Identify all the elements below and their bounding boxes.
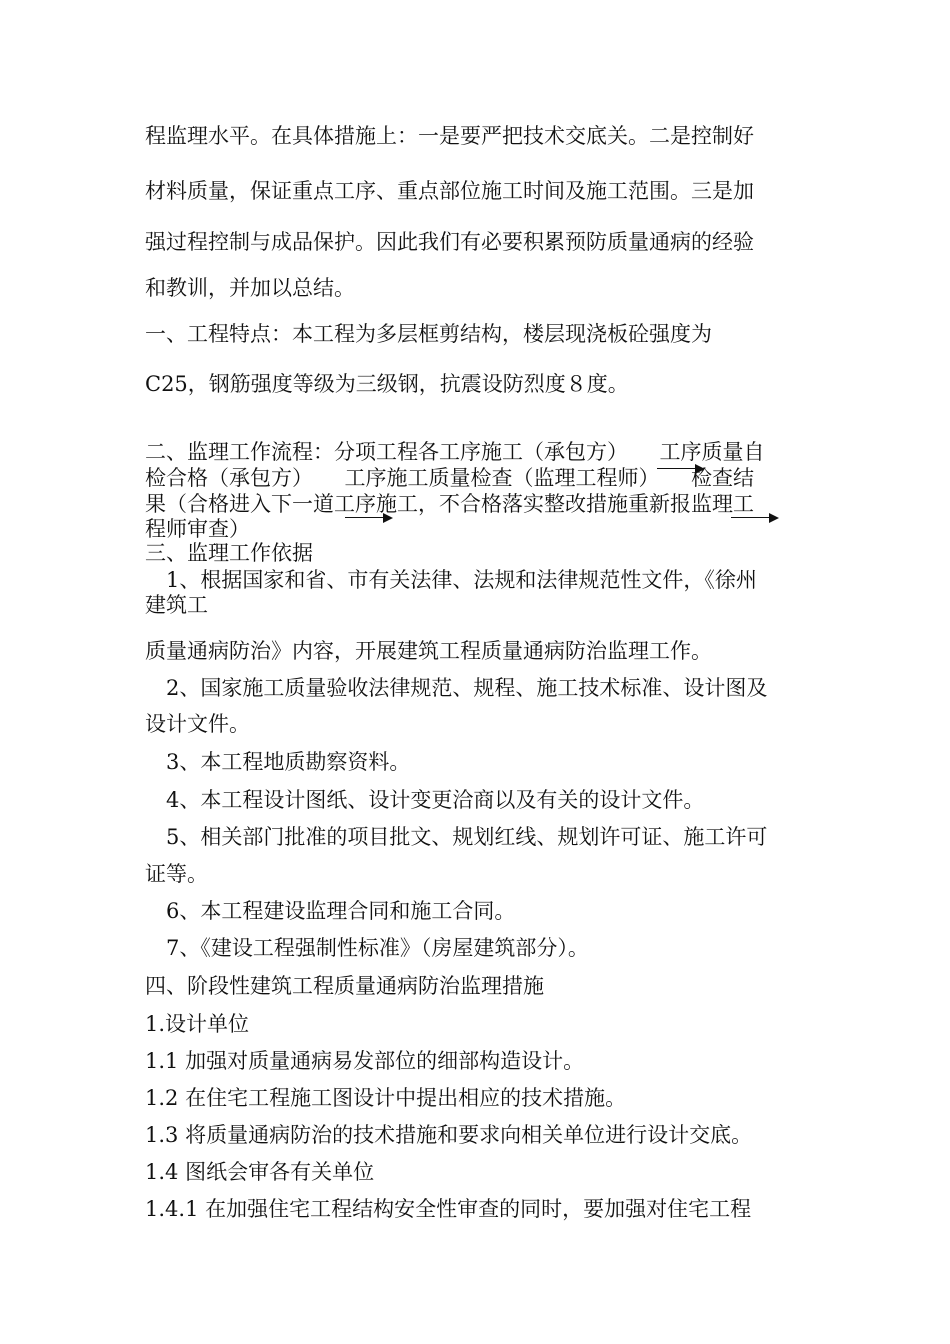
paragraph-line: 证等。: [145, 862, 208, 886]
flow-arrow-icon: [731, 512, 779, 524]
paragraph-line: 强过程控制与成品保护。因此我们有必要积累预防质量通病的经验: [145, 230, 754, 254]
list-item: 1.1 加强对质量通病易发部位的细部构造设计。: [145, 1049, 585, 1073]
paragraph-line: 果（合格进入下一道工序施工，不合格落实整改措施重新报监理工: [145, 492, 754, 516]
section-heading: 三、监理工作依据: [145, 541, 313, 565]
list-item: 1.2 在住宅工程施工图设计中提出相应的技术措施。: [145, 1086, 627, 1110]
flow-arrow-icon: [345, 512, 393, 524]
list-item: 1、根据国家和省、市有关法律、法规和法律规范性文件，《徐州: [145, 568, 757, 592]
paragraph-line: 程师审查）: [145, 517, 250, 541]
paragraph-line: 建筑工: [145, 593, 208, 617]
list-item: 2、国家施工质量验收法律规范、规程、施工技术标准、设计图及: [145, 676, 768, 700]
list-item: 3、本工程地质勘察资料。: [145, 750, 411, 774]
list-item: 1.3 将质量通病防治的技术措施和要求向相关单位进行设计交底。: [145, 1123, 753, 1147]
list-item: 5、相关部门批准的项目批文、规划红线、规划许可证、施工许可: [145, 825, 768, 849]
list-item: 4、本工程设计图纸、设计变更洽商以及有关的设计文件。: [145, 788, 705, 812]
paragraph-line: 设计文件。: [145, 712, 250, 736]
section-heading: 二、监理工作流程：分项工程各工序施工（承包方） 工序质量自: [145, 440, 765, 464]
subsection-heading: 1.设计单位: [145, 1012, 250, 1036]
paragraph-line: 材料质量，保证重点工序、重点部位施工时间及施工范围。三是加: [145, 179, 754, 203]
list-item: 6、本工程建设监理合同和施工合同。: [145, 899, 516, 923]
list-item: 7、《建设工程强制性标准》（房屋建筑部分）。: [145, 936, 589, 960]
paragraph-line: 和教训，并加以总结。: [145, 276, 355, 300]
paragraph-line: 程监理水平。在具体措施上：一是要严把技术交底关。二是控制好: [145, 124, 754, 148]
section-heading: 四、阶段性建筑工程质量通病防治监理措施: [145, 974, 544, 998]
list-item: 1.4.1 在加强住宅工程结构安全性审查的同时，要加强对住宅工程: [145, 1197, 752, 1221]
paragraph-line: 检合格（承包方） 工序施工质量检查（监理工程师） 检查结: [145, 466, 754, 490]
paragraph-line: C25，钢筋强度等级为三级钢，抗震设防烈度８度。: [145, 372, 629, 396]
list-item: 1.4 图纸会审各有关单位: [145, 1160, 375, 1184]
flow-arrow-icon: [657, 463, 705, 475]
section-heading: 一、工程特点：本工程为多层框剪结构，楼层现浇板砼强度为: [145, 322, 712, 346]
paragraph-line: 质量通病防治》内容，开展建筑工程质量通病防治监理工作。: [145, 639, 712, 663]
